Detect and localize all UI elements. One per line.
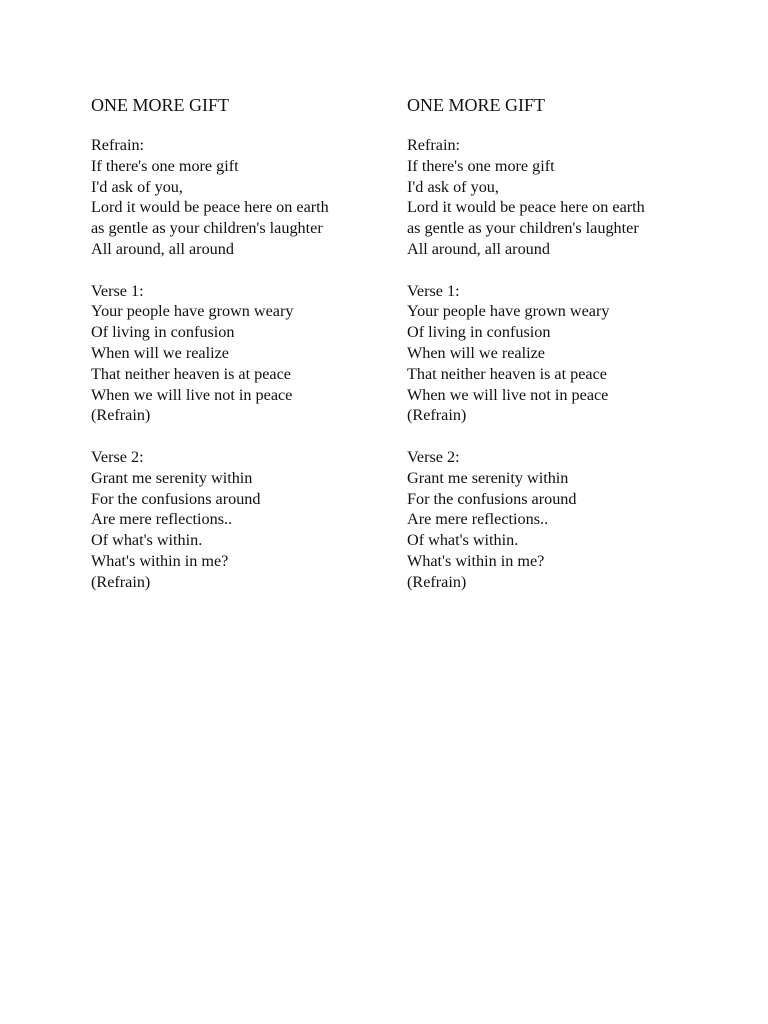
lyric-line: as gentle as your children's laughter: [407, 219, 639, 238]
lyric-line: Lord it would be peace here on earth: [91, 198, 329, 217]
lyric-line: All around, all around: [407, 239, 550, 258]
section-heading: Verse 2:: [407, 447, 460, 466]
section-heading: Verse 1:: [407, 281, 460, 300]
lyric-line: When will we realize: [91, 343, 229, 362]
lyric-line: All around, all around: [91, 239, 234, 258]
lyric-line: Of living in confusion: [91, 323, 235, 342]
lyric-line: For the confusions around: [407, 489, 577, 508]
lyric-line: Of living in confusion: [407, 323, 551, 342]
lyric-line: When we will live not in peace: [91, 385, 293, 404]
lyric-line: Are mere reflections..: [407, 510, 549, 529]
refrain-section: [91, 135, 391, 260]
lyric-line: Are mere reflections..: [91, 510, 233, 529]
song-title: ONE MORE GIFT: [91, 95, 229, 115]
lyric-line: (Refrain): [91, 572, 151, 591]
verse-2-section: [407, 447, 707, 593]
section-heading: Verse 1:: [91, 281, 144, 300]
lyric-line: When we will live not in peace: [407, 385, 609, 404]
lyric-line: Grant me serenity within: [91, 468, 253, 487]
lyric-line: If there's one more gift: [407, 156, 555, 175]
lyric-line: I'd ask of you,: [91, 177, 183, 196]
lyric-line: Your people have grown weary: [91, 302, 294, 321]
lyric-line: That neither heaven is at peace: [407, 364, 607, 383]
lyric-line: Your people have grown weary: [407, 302, 610, 321]
lyric-line: (Refrain): [407, 572, 467, 591]
lyric-line: I'd ask of you,: [407, 177, 499, 196]
lyric-line: What's within in me?: [407, 551, 545, 570]
verse-1-section: [91, 281, 391, 427]
lyric-line: If there's one more gift: [91, 156, 239, 175]
lyric-line: What's within in me?: [91, 551, 229, 570]
verse-1-section: [407, 281, 707, 427]
lyric-line: Of what's within.: [407, 531, 519, 550]
lyric-line: Of what's within.: [91, 531, 203, 550]
lyric-line: When will we realize: [407, 343, 545, 362]
lyric-line: For the confusions around: [91, 489, 261, 508]
lyric-line: That neither heaven is at peace: [91, 364, 291, 383]
lyrics-column-right: [407, 94, 707, 613]
lyric-line: Grant me serenity within: [407, 468, 569, 487]
song-title: ONE MORE GIFT: [407, 95, 545, 115]
section-heading: Refrain:: [407, 136, 461, 154]
lyric-line: as gentle as your children's laughter: [91, 219, 323, 238]
lyric-line: Lord it would be peace here on earth: [407, 198, 645, 217]
lyric-line: (Refrain): [91, 406, 151, 425]
lyric-line: (Refrain): [407, 406, 467, 425]
section-heading: Refrain:: [91, 136, 145, 154]
refrain-section: [407, 135, 707, 260]
section-heading: Verse 2:: [91, 447, 144, 466]
verse-2-section: [91, 447, 391, 593]
lyrics-column-left: [91, 94, 391, 613]
